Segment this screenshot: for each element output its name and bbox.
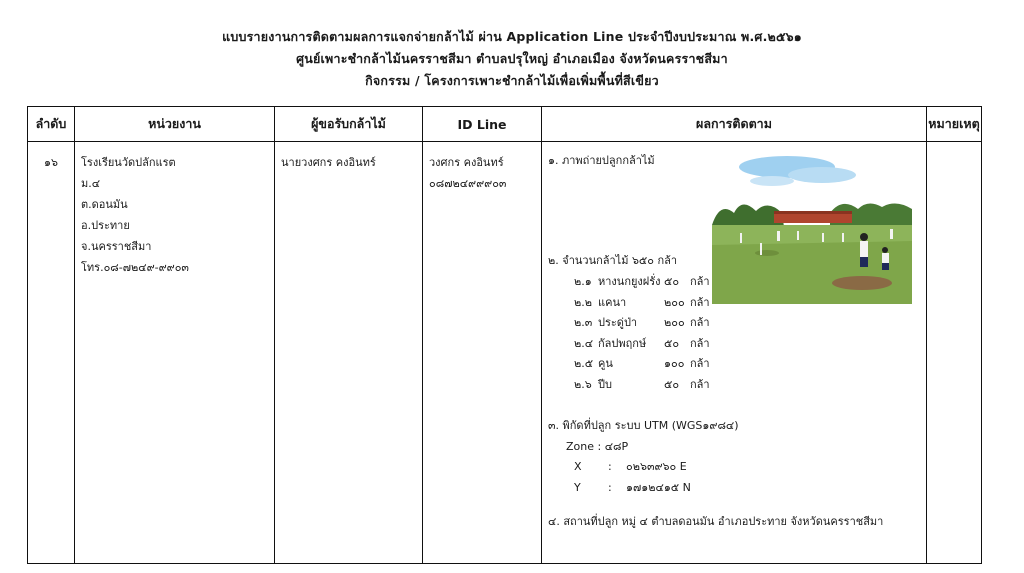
agency-moo: ม.๔ [81, 177, 101, 190]
seedling-item-number: ๒.๑ [574, 275, 592, 288]
cell-agency [75, 142, 275, 564]
cell-id-line [423, 142, 542, 564]
col-header-id-line: ID Line [423, 107, 542, 142]
seedling-item-unit: กล้า [690, 336, 710, 350]
seedling-item-name: หางนกยูงฝรั่ง [598, 275, 661, 288]
table-row [28, 142, 982, 564]
col-header-requester: ผู้ขอรับกล้าไม้ [275, 107, 423, 142]
seedling-item-unit: กล้า [690, 357, 710, 370]
agency-tambon: ต.ดอนมัน [81, 198, 128, 211]
col-header-no: ลำดับ [28, 107, 75, 142]
seedling-item-qty: ๑๐๐ [664, 357, 685, 370]
utm-x-label: X [574, 460, 582, 473]
seedling-item-qty: ๕๐ [664, 275, 680, 288]
seedling-item-name: แคนา [598, 295, 627, 309]
seedling-item-qty: ๕๐ [664, 377, 680, 391]
cell-no [28, 142, 75, 564]
agency-province: จ.นครราชสีมา [81, 240, 152, 253]
seedling-item-name: กัลปพฤกษ์ [598, 336, 647, 350]
report-table [27, 106, 982, 564]
row-number: ๑๖ [44, 156, 58, 169]
seedling-item-unit: กล้า [690, 295, 710, 309]
seedling-item-unit: กล้า [690, 377, 710, 391]
seedling-item-number: ๒.๕ [574, 357, 594, 370]
seedling-item-number: ๒.๒ [574, 295, 592, 309]
report-subtitle-center: ศูนย์เพาะชำกล้าไม้นครราชสีมา ตำบลปรุใหญ่ อำเภอเมือง จังหวัดนครราชสีมา [296, 51, 728, 66]
line-id: ๐๘๗๒๔๙๙๙๐๓ [429, 177, 507, 190]
seedling-item-qty: ๕๐ [664, 336, 680, 350]
seedling-item-number: ๒.๓ [574, 316, 593, 329]
seedling-item-name: คูน [598, 357, 613, 370]
col-header-remark: หมายเหตุ [927, 107, 982, 142]
planting-photo-image [712, 153, 912, 304]
utm-x-sep: : [608, 460, 612, 473]
seedling-item-name: ประดู่ป่า [598, 316, 638, 329]
cell-remark [927, 142, 982, 564]
planting-location: ๔. สถานที่ปลูก หมู่ ๔ ตำบลดอนมัน อำเภอประทาย จังหวัดนครราชสีมา [548, 515, 884, 528]
seedling-item-unit: กล้า [690, 275, 710, 288]
utm-y-label: Y [574, 481, 581, 494]
seedling-item-name: ปีบ [598, 377, 612, 391]
agency-amphoe: อ.ประทาย [81, 219, 130, 232]
utm-y-value: ๑๗๑๒๔๑๕ N [626, 481, 691, 494]
agency-phone: โทร.๐๘-๗๒๔๙-๙๙๐๓ [81, 261, 189, 274]
seedling-item-unit: กล้า [690, 316, 710, 329]
line-display-name: วงศกร คงอินทร์ [429, 156, 504, 169]
planting-photo [712, 153, 912, 304]
utm-y-sep: : [608, 481, 612, 494]
requester-name: นายวงศกร คงอินทร์ [281, 156, 376, 169]
col-header-result: ผลการติดตาม [542, 107, 927, 142]
col-header-agency: หน่วยงาน [75, 107, 275, 142]
cell-result [542, 142, 927, 564]
utm-x-value: ๐๒๖๓๙๖๐ E [626, 460, 687, 473]
seedling-item-qty: ๒๐๐ [664, 316, 685, 329]
utm-zone: Zone : ๔๘P [566, 440, 629, 453]
report-title: แบบรายงานการติดตามผลการแจกจ่ายกล้าไม้ ผ่าน Application Line ประจำปีงบประมาณ พ.ศ.๒๕๖๑ [222, 29, 802, 44]
seedling-item-qty: ๒๐๐ [664, 295, 685, 309]
table-header-row [28, 107, 982, 142]
seedling-item-number: ๒.๔ [574, 336, 594, 350]
agency-name: โรงเรียนวัดปลักแรต [81, 156, 176, 169]
cell-requester [275, 142, 423, 564]
photo-label: ๑. ภาพถ่ายปลูกกล้าไม้ [548, 154, 655, 167]
coords-title: ๓. พิกัดที่ปลูก ระบบ UTM (WGS๑๙๘๔) [548, 419, 739, 432]
remark-text [933, 152, 975, 173]
report-subtitle-activity: กิจกรรม / โครงการเพาะชำกล้าไม้เพื่อเพิ่มพื้นที่สีเขียว [365, 73, 659, 88]
seedling-total: ๒. จำนวนกล้าไม้ ๖๕๐ กล้า [548, 254, 678, 267]
seedling-item-number: ๒.๖ [574, 377, 592, 391]
